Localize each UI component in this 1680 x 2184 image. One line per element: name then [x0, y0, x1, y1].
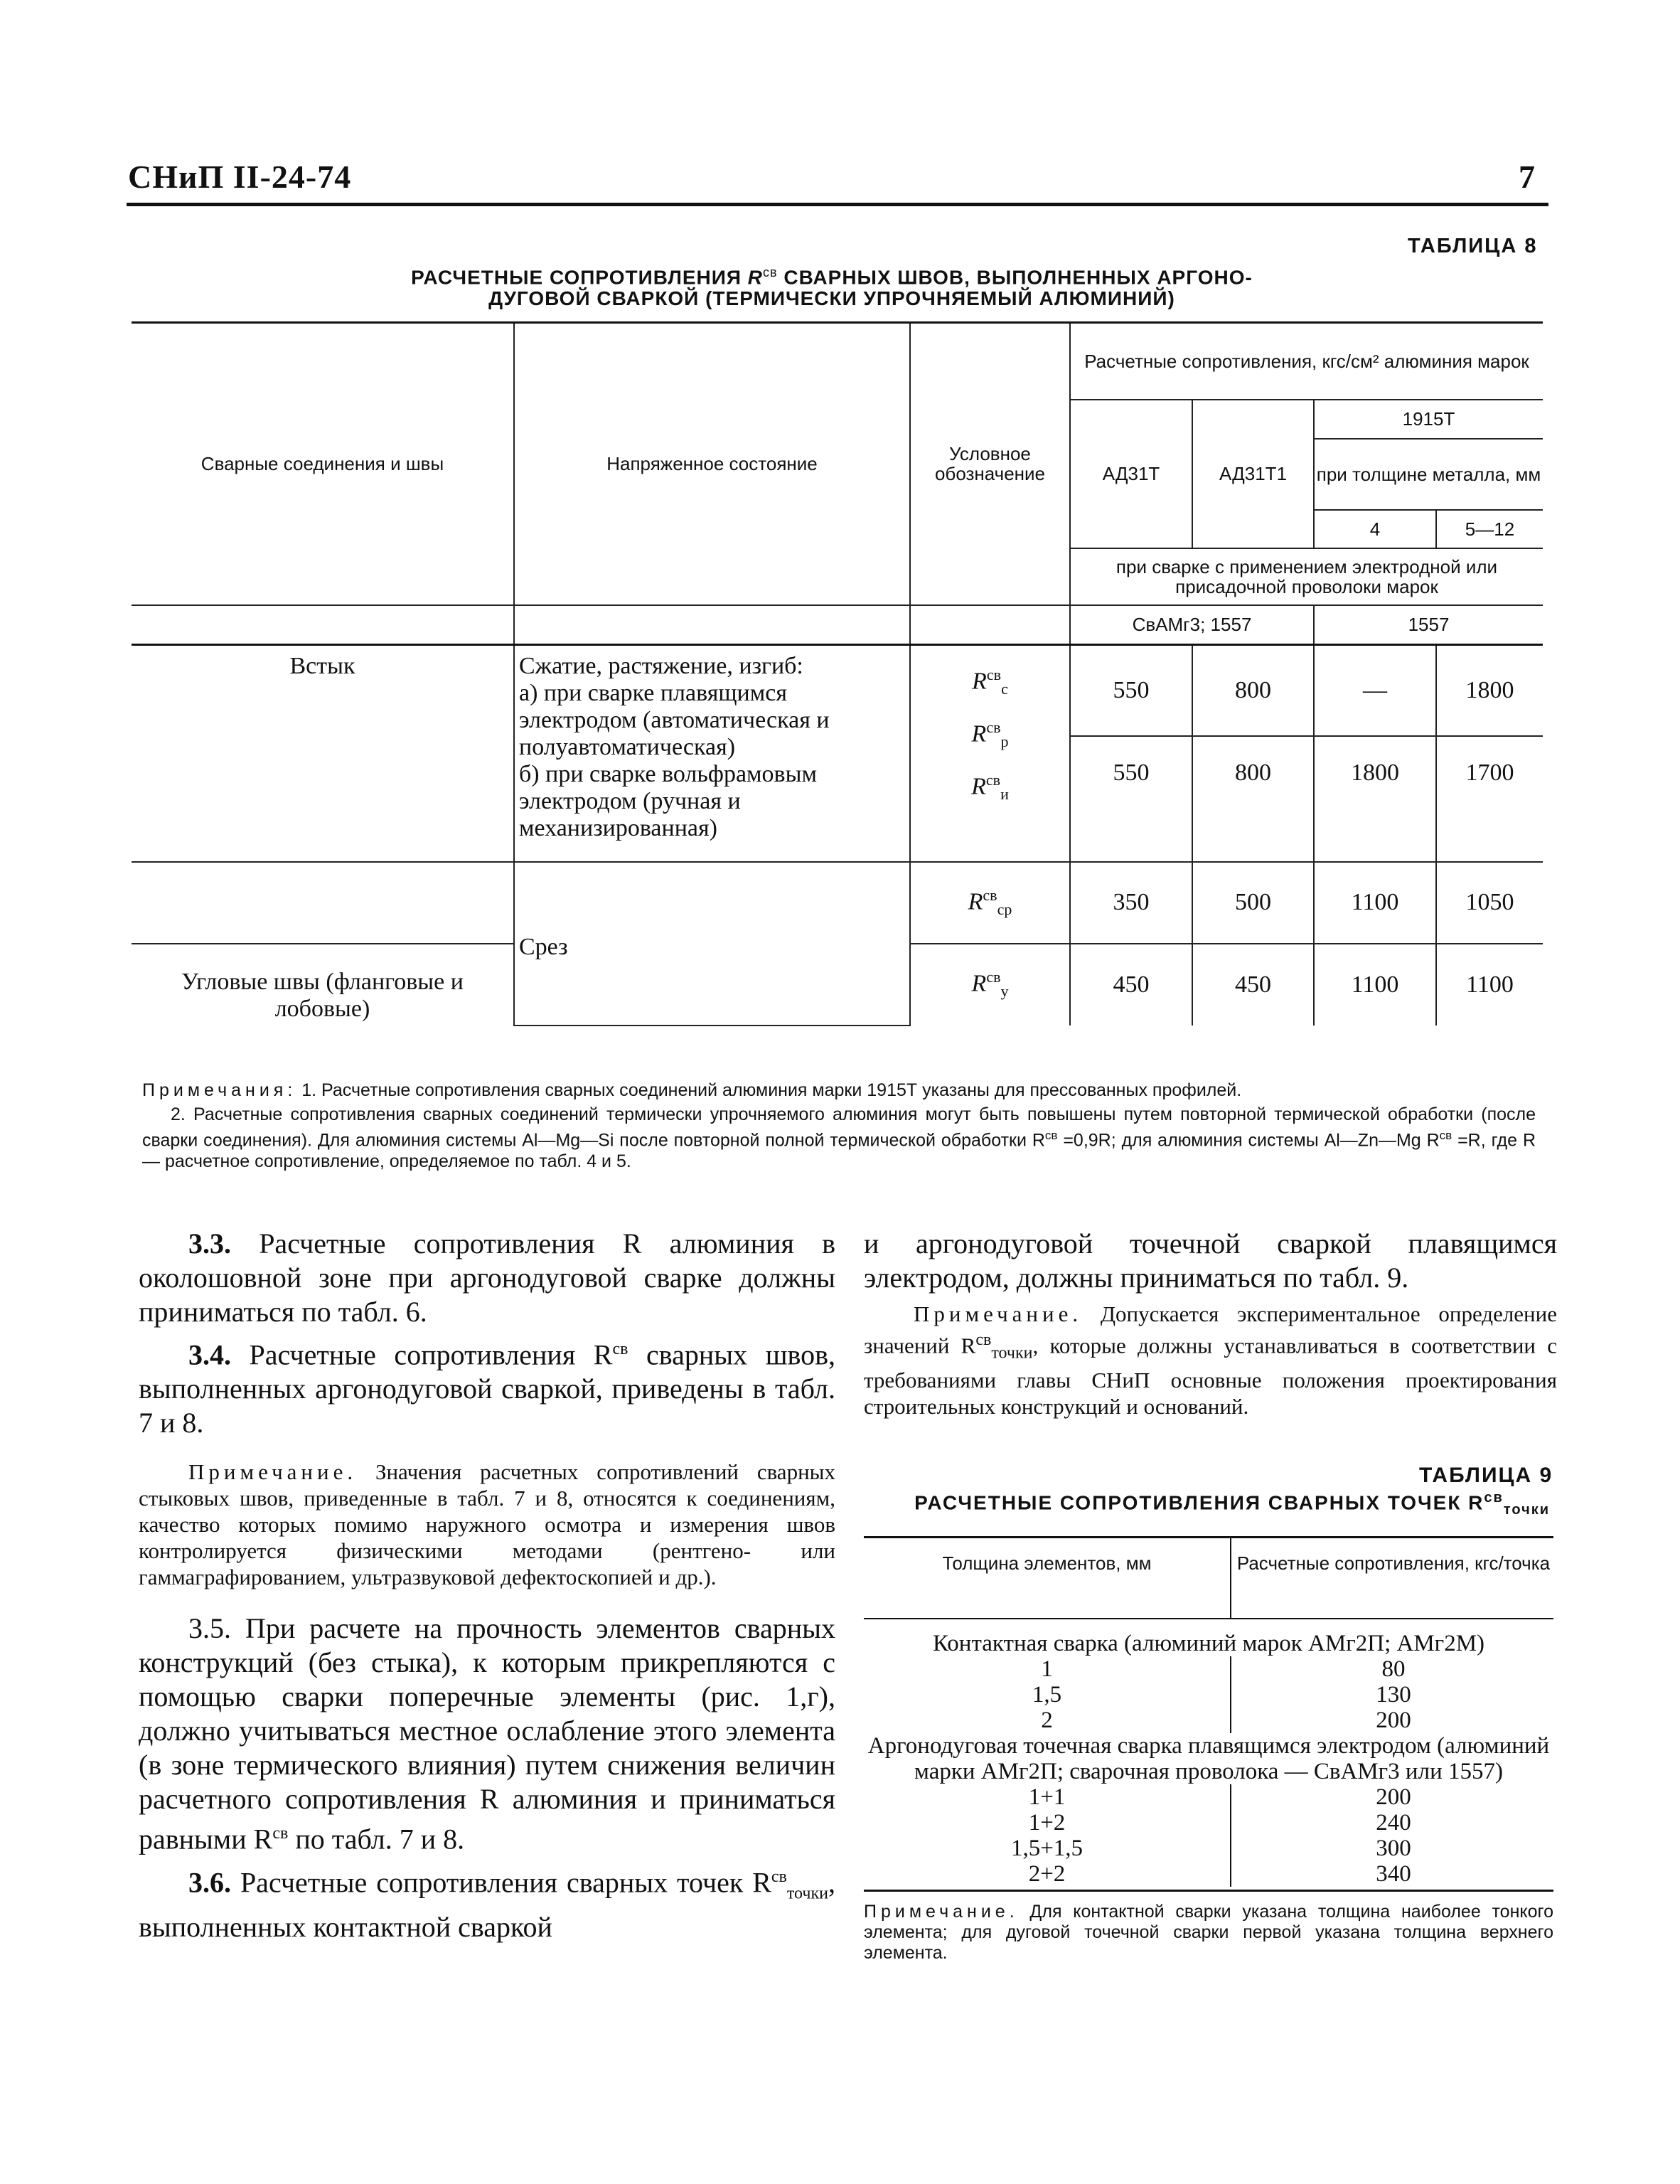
table8 — [132, 321, 1543, 1026]
note-3-6: Примечание. Допускается экспериментальное определение значений $R^{св}_{точки}$, которые должны устанавливаться в соответствии с требованиями главы СНиП основные положения проектирования строительных конструкций и оснований. — [864, 1301, 1557, 1419]
cell-butt-b-1915t-5-12: 1700 — [1436, 736, 1543, 862]
paragraph-3-6: 3.6. Расчетные сопротивления сварных точек $R^{св}_{точки}$, выполненных контактной сваркой — [139, 1865, 835, 1943]
cell-fillet-1915t-4: 1100 — [1314, 944, 1436, 1026]
table9-bottom-rule — [864, 1890, 1553, 1892]
paragraph-3-3: 3.3. Расчетные сопротивления R алюминия в околошовной зоне при аргонодуговой сварке должны приниматься по табл. 6. — [139, 1227, 835, 1328]
row-fillet-label: Угловые швы (фланговые и лобовые) — [132, 944, 514, 1026]
cell-butt-b-ad31t1: 800 — [1192, 736, 1314, 862]
header-joints: Сварные соединения и швы — [132, 323, 514, 605]
cell-shear-ad31t1: 500 — [1192, 862, 1314, 944]
left-column — [139, 1227, 835, 1947]
header-stress: Напряженное состояние — [514, 323, 910, 605]
table9 — [864, 1536, 1553, 1964]
header-ad31t1: АД31Т1 — [1192, 400, 1314, 548]
page-number: 7 — [1519, 159, 1535, 195]
paragraph-3-4: 3.4. Расчетные сопротивления $R^{св}$ сварных швов, выполненных аргонодуговой сваркой, приведены в табл. 7 и 8. — [139, 1338, 835, 1439]
header-1915t: 1915Т — [1314, 400, 1543, 439]
cell-butt-b-ad31t: 550 — [1070, 736, 1192, 862]
cell-butt-a-ad31t1: 800 — [1192, 645, 1314, 736]
table8-title: РАСЧЕТНЫЕ СОПРОТИВЛЕНИЯ $R^{св}$ СВАРНЫХ ШВОВ, ВЫПОЛНЕННЫХ АРГОНО- ДУГОВОЙ СВАРКОЙ (ТЕРМИЧЕСКИ УПРОЧНЯЕМЫЙ АЛЮМИНИЙ) — [411, 265, 1253, 310]
header-resistance: Расчетные сопротивления, кгс/см² алюминия марок — [1070, 323, 1543, 400]
table9-divider — [1230, 1538, 1231, 1618]
table-row: 1+1 200 — [1028, 1784, 1411, 1810]
cell-butt-a-ad31t: 550 — [1070, 645, 1192, 736]
table9-header-thickness: Толщина элементов, мм — [942, 1552, 1152, 1574]
row-butt-label: Встык — [132, 645, 514, 862]
cell-shear-ad31t: 350 — [1070, 862, 1192, 944]
table9-note: Примечание. Для контактной сварки указана толщина наиболее тонкого элемента; для дуговой точечной сварки первой указана толщина верхнего элемента. — [864, 1902, 1553, 1963]
header-ad31t: АД31Т — [1070, 400, 1192, 548]
cell-fillet-ad31t1: 450 — [1192, 944, 1314, 1026]
table9-header-resistance: Расчетные сопротивления, кгс/точка — [1236, 1552, 1551, 1574]
document-code: СНиП II-24-74 — [128, 159, 352, 195]
row-butt-stress: Сжатие, растяжение, изгиб: а) при сварке плавящимся электродом (автоматическая и полуавтоматическая) б) при сварке вольфрамовым электродом (ручная и механизированная) — [514, 645, 910, 862]
table8-label: ТАБЛИЦА 8 — [1408, 235, 1538, 257]
header-symbol: Условное обозначение — [910, 323, 1070, 605]
cell-fillet-1915t-5-12: 1100 — [1436, 944, 1543, 1026]
cell-butt-a-1915t-5-12: 1800 — [1436, 645, 1543, 736]
right-column — [864, 1227, 1557, 1441]
table-row: 1+2 240 — [1028, 1810, 1411, 1836]
table9-section-arc: Аргонодуговая точечная сварка плавящимся электродом (алюминий марки АМг2П; сварочная проволока — СвАМг3 или 1557) — [867, 1733, 1550, 1784]
cell-butt-b-1915t-4: 1800 — [1314, 736, 1436, 862]
table-row: 1,5 130 — [1032, 1682, 1411, 1708]
table-row: 2+2 340 — [1028, 1861, 1411, 1887]
row-shear-label: Срез — [514, 862, 910, 1026]
table9-title: РАСЧЕТНЫЕ СОПРОТИВЛЕНИЯ СВАРНЫХ ТОЧЕК $R^{св}_{точки}$ — [914, 1490, 1550, 1518]
table-row: 1 80 — [1041, 1656, 1406, 1682]
table8-note-1: Примечания: 1. Расчетные сопротивления сварных соединений алюминия марки 1915Т указаны для прессованных профилей. — [142, 1080, 1242, 1100]
table-row: 2 200 — [1041, 1708, 1411, 1733]
cell-butt-a-1915t-4: — — [1314, 645, 1436, 736]
row-fillet-symbol: $R^{св}_у$ — [910, 944, 1070, 1026]
row-butt-symbols: $R^{св}_с$ $R^{св}_р$ $R^{св}_и$ — [910, 645, 1070, 862]
table9-header — [864, 1536, 1553, 1619]
header-rule — [127, 203, 1548, 206]
table9-label: ТАБЛИЦА 9 — [1419, 1464, 1553, 1487]
header-thickness-5-12: 5—12 — [1436, 510, 1543, 548]
cell-shear-1915t-4: 1100 — [1314, 862, 1436, 944]
table9-body — [864, 1631, 1553, 1887]
table8-notes — [142, 1080, 1536, 1175]
header-spacer — [514, 605, 910, 645]
header-spacer — [132, 605, 514, 645]
paragraph-3-6-continued: и аргонодуговой точечной сваркой плавящимся электродом, должны приниматься по табл. 9. — [864, 1227, 1557, 1294]
row-shear-spacer — [132, 862, 514, 944]
header-spacer — [910, 605, 1070, 645]
header-wire-1: СвАМг3; 1557 — [1070, 605, 1314, 645]
table-row: 1,5+1,5 300 — [1010, 1836, 1411, 1861]
paragraph-3-5: 3.5. При расчете на прочность элементов сварных конструкций (без стыка), к которым прикрепляются с помощью сварки поперечные элементы (рис. 1,г), должно учитываться местное ослабление этого элемента (в зоне термического влияния) путем снижения величин расчетного сопротивления R алюминия и приниматься равными $R^{св}$ по табл. 7 и 8. — [139, 1612, 835, 1855]
header-wire-2: 1557 — [1314, 605, 1543, 645]
note-3-4: Примечание. Значения расчетных сопротивлений сварных стыковых швов, приведенные в табл. 7 и 8, относятся к соединениям, качество которых помимо наружного осмотра и измерения швов контролируется физическими методами (рентгено- или гаммаграфированием, ультразвуковой дефектоскопией и др.). — [139, 1459, 835, 1590]
cell-shear-1915t-5-12: 1050 — [1436, 862, 1543, 944]
row-shear-symbol: $R^{св}_{ср}$ — [910, 862, 1070, 944]
cell-fillet-ad31t: 450 — [1070, 944, 1192, 1026]
table8-note-2: 2. Расчетные сопротивления сварных соединений термически упрочняемого алюминия могут быть повышены путем повторной термической обработки (после сварки соединения). Для алюминия системы Al—Mg—Si после повторной полной термической обработки $R^{св} =0,9R$; для алюминия системы Al—Zn—Mg $R^{св} =R$, где R — расчетное сопротивление, определяемое по табл. 4 и 5. — [142, 1104, 1536, 1172]
table9-section-contact: Контактная сварка (алюминий марок АМг2П; АМг2М) — [932, 1631, 1485, 1656]
header-wire: при сварке с применением электродной или присадочной проволоки марок — [1070, 548, 1543, 605]
header-thickness: при толщине металла, мм — [1314, 439, 1543, 510]
header-thickness-4: 4 — [1314, 510, 1436, 548]
